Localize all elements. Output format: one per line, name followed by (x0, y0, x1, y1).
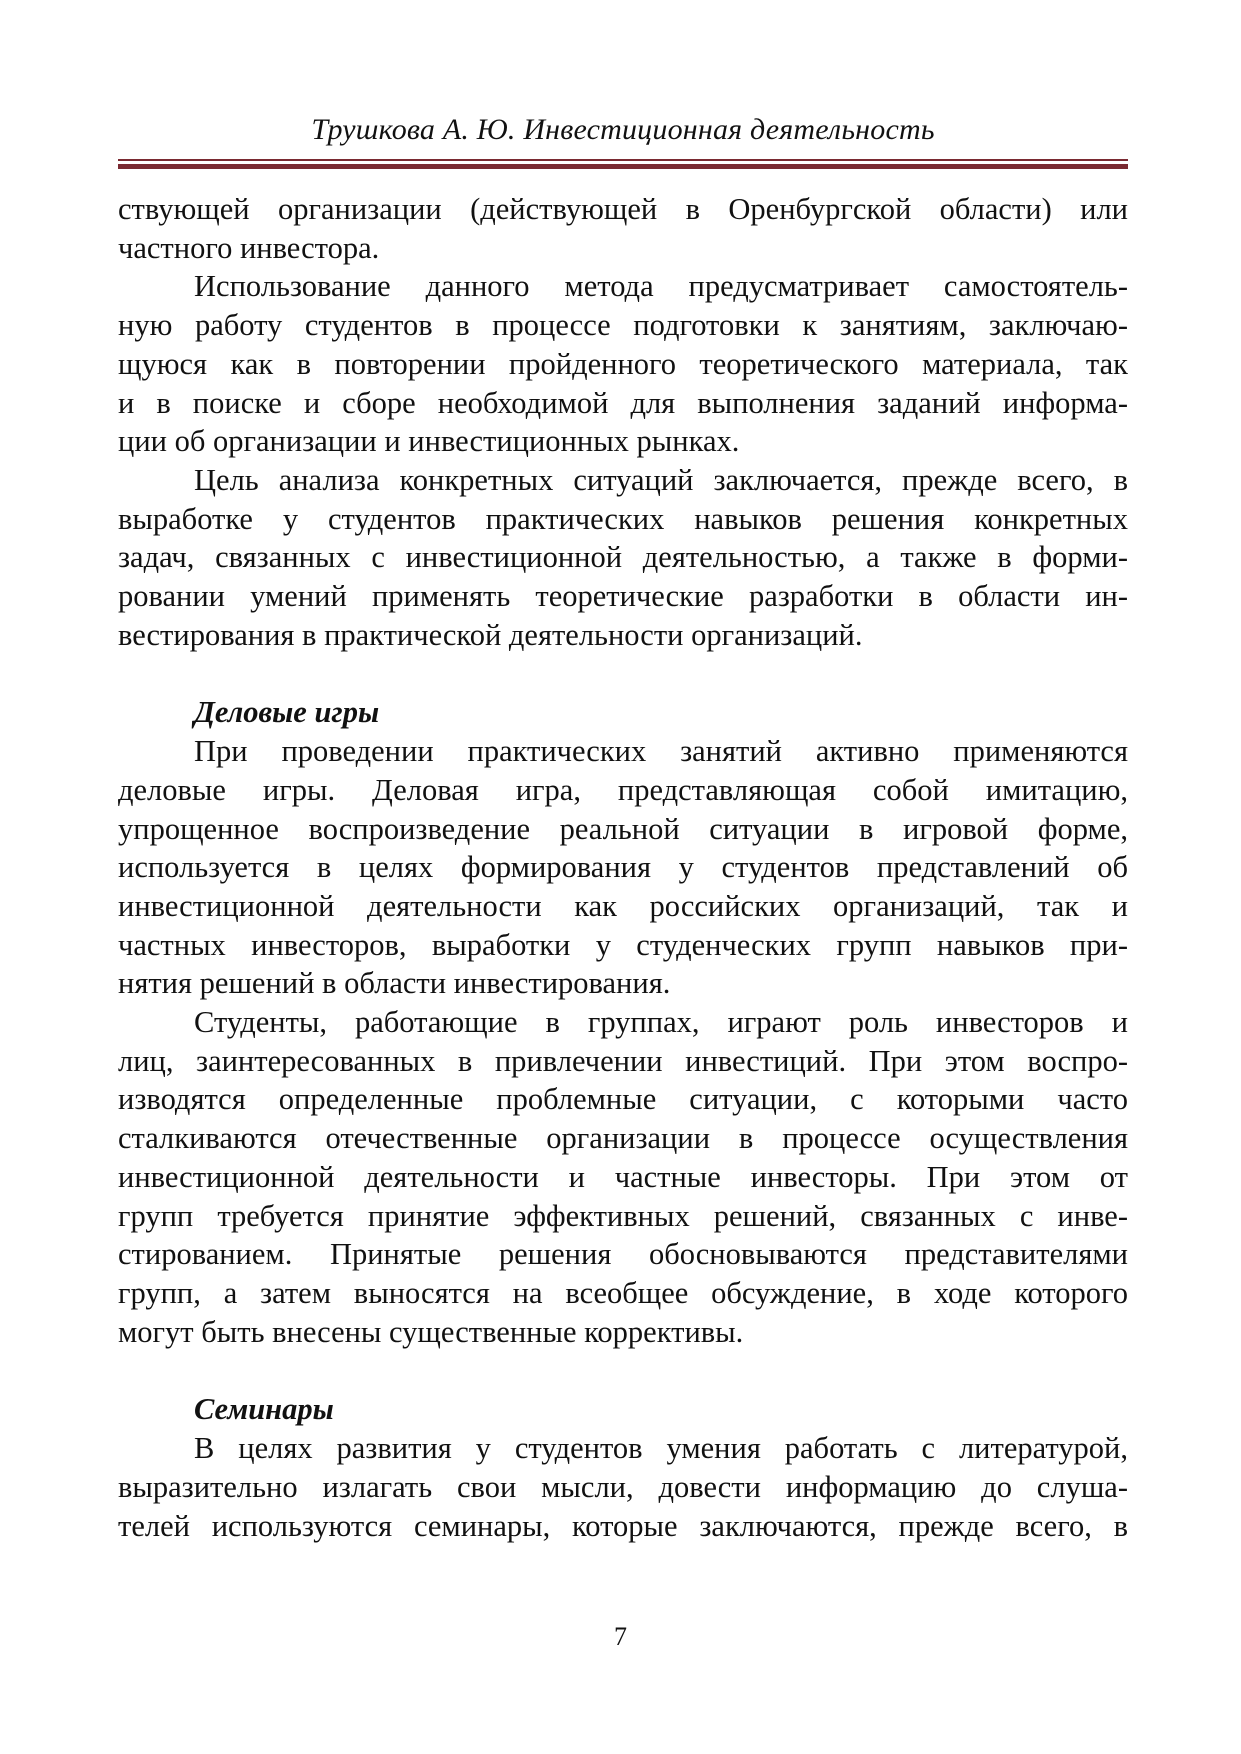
text-line: частных инвесторов, выработки у студенческих групп навыков при- (118, 927, 1128, 962)
text-line: используется в целях формирования у студентов представлений об (118, 850, 1128, 885)
text-line: нятия решений в области инвестирования. (118, 966, 671, 1001)
header-rule-thick (118, 164, 1128, 169)
text-line: вестирования в практической деятельности организаций. (118, 617, 863, 652)
paragraph-4 (118, 732, 1128, 1003)
text-line: Цель анализа конкретных ситуаций заключается, прежде всего, в (194, 462, 1128, 497)
text-line: лиц, заинтересованных в привлечении инвестиций. При этом воспро- (118, 1043, 1128, 1078)
text-line: задач, связанных с инвестиционной деятельностью, а также в форми- (118, 540, 1128, 575)
text-line: В целях развития у студентов умения работать с литературой, (194, 1431, 1128, 1466)
text-line: ную работу студентов в процессе подготовки к занятиям, заключаю- (118, 308, 1128, 343)
running-header: Трушкова А. Ю. Инвестиционная деятельность (311, 113, 935, 146)
text-line: групп требуется принятие эффективных решений, связанных с инве- (118, 1198, 1128, 1233)
paragraph-3 (118, 461, 1128, 655)
section-heading-seminars: Семинары (194, 1392, 334, 1427)
text-line: групп, а затем выносятся на всеобщее обсуждение, в ходе которого (118, 1275, 1128, 1310)
text-line: изводятся определенные проблемные ситуации, с которыми часто (118, 1082, 1128, 1117)
header-rule-thin (118, 159, 1128, 161)
text-line: могут быть внесены существенные коррективы. (118, 1314, 744, 1349)
text-line: ции об организации и инвестиционных рынках. (118, 424, 740, 459)
paragraph-6 (118, 1429, 1128, 1545)
text-line: выработке у студентов практических навыков решения конкретных (118, 501, 1128, 536)
paragraph-2 (118, 267, 1128, 461)
paragraph-5 (118, 1003, 1128, 1351)
text-line: выразительно излагать свои мысли, довести информацию до слуша- (118, 1469, 1128, 1504)
text-line: Использование данного метода предусматривает самостоятель- (194, 269, 1128, 304)
text-line: инвестиционной деятельности и частные инвесторы. При этом от (118, 1159, 1128, 1194)
page-number: 7 (614, 1622, 627, 1651)
section-heading-business-games: Деловые игры (194, 695, 380, 730)
text-line: При проведении практических занятий активно применяются (194, 734, 1128, 769)
text-line: Студенты, работающие в группах, играют роль инвесторов и (194, 1005, 1128, 1040)
text-line: инвестиционной деятельности как российских организаций, так и (118, 888, 1128, 923)
text-line: деловые игры. Деловая игра, представляющая собой имитацию, (118, 772, 1128, 807)
body-text (118, 190, 1128, 1545)
text-line: и в поиске и сборе необходимой для выполнения заданий информа- (118, 385, 1128, 420)
text-line: стированием. Принятые решения обосновываются представителями (118, 1237, 1128, 1272)
text-line: частного инвестора. (118, 230, 380, 265)
text-line: телей используются семинары, которые заключаются, прежде всего, в (118, 1508, 1128, 1543)
paragraph-1 (118, 190, 1128, 267)
text-line: ровании умений применять теоретические разработки в области ин- (118, 579, 1128, 614)
text-line: сталкиваются отечественные организации в процессе осуществления (118, 1121, 1128, 1156)
text-line: упрощенное воспроизведение реальной ситуации в игровой форме, (118, 811, 1128, 846)
text-line: щуюся как в повторении пройденного теоретического материала, так (118, 346, 1128, 381)
text-line: ствующей организации (действующей в Оренбургской области) или (118, 192, 1128, 226)
